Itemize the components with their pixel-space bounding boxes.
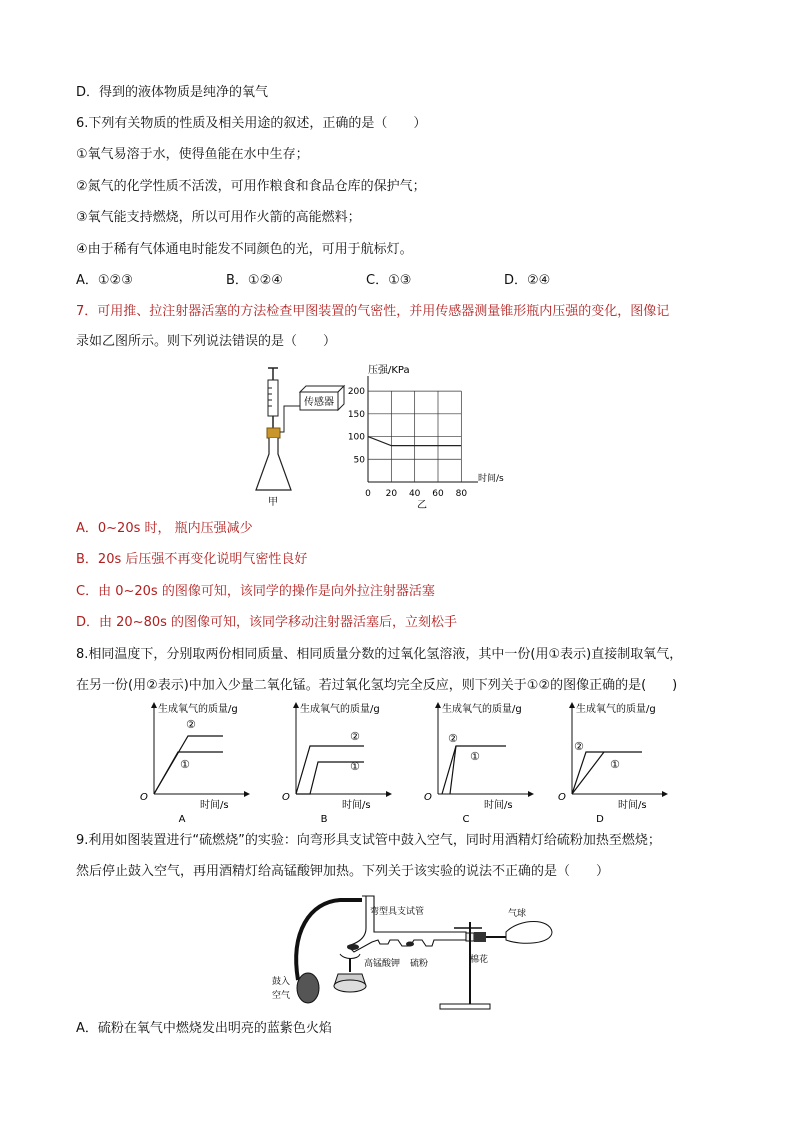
q6-item-1: ①氧气易溶于水，使得鱼能在水中生存； — [76, 147, 309, 162]
q7-option-b[interactable]: B．20s 后压强不再变化说明气密性良好 — [76, 552, 308, 567]
series-1-mark: ① — [350, 760, 360, 773]
q8-graph-d[interactable] — [546, 700, 676, 830]
kmno4-sample — [347, 944, 359, 950]
air-bulb — [297, 973, 319, 1003]
label-cotton: 棉花 — [470, 955, 489, 965]
graph-y-arrow — [293, 702, 299, 708]
graph-origin: O — [424, 792, 432, 803]
graph-xlabel: 时间/s — [618, 800, 647, 811]
q8-stem-line2: 在另一份(用②表示)中加入少量二氧化锰。若过氧化氢均完全反应，则下列关于①②的图像正确的是( ) — [76, 678, 678, 693]
label-sulfur: 硫粉 — [410, 959, 429, 969]
x-tick-label: 80 — [455, 489, 468, 499]
q9-stem-line2: 然后停止鼓入空气，再用酒精灯给高锰酸钾加热。下列关于该实验的说法不正确的是（ ） — [76, 864, 610, 879]
graph-xlabel: 时间/s — [342, 800, 371, 811]
x-tick-label: 40 — [408, 489, 421, 499]
label-air-2: 空气 — [272, 991, 291, 1001]
graph-xlabel: 时间/s — [484, 800, 513, 811]
q7-stem-line2: 录如乙图所示。则下列说法错误的是（ ） — [76, 334, 337, 349]
series-2-mark: ② — [448, 732, 458, 745]
series-1-mark: ① — [610, 758, 620, 771]
q8-graph-c[interactable] — [412, 700, 542, 830]
q6-option-b[interactable]: B．①②④ — [226, 273, 283, 288]
series-2-mark: ② — [574, 740, 584, 753]
graph-y-arrow — [151, 702, 157, 708]
q6-stem: 6.下列有关物质的性质及相关用途的叙述，正确的是（ ） — [76, 116, 427, 131]
q6-option-a[interactable]: A．①②③ — [76, 273, 133, 288]
label-tube: 弯型具支试管 — [370, 907, 425, 917]
y-tick-label: 150 — [347, 409, 365, 420]
q7-pressure-chart — [336, 360, 506, 520]
sensor-label: 传感器 — [304, 397, 334, 408]
tube-stopper — [474, 932, 486, 942]
q8-graph-a[interactable] — [128, 700, 258, 830]
q7-stem-line1: 7．可用推、拉注射器活塞的方法检查甲图装置的气密性，并用传感器测量锥形瓶内压强的变化，图像记 — [76, 304, 670, 319]
conical-flask — [256, 438, 291, 490]
fig-a-caption: 甲 — [268, 497, 278, 508]
sulfur-sample — [406, 942, 414, 947]
graph-x-arrow — [662, 791, 668, 797]
label-balloon: 气球 — [508, 909, 527, 919]
graph-caption: B — [320, 814, 328, 825]
q6-option-c[interactable]: C．①③ — [366, 273, 412, 288]
y-tick-label: 200 — [347, 387, 365, 398]
q7-option-c[interactable]: C．由 0~20s 的图像可知，该同学的操作是向外拉注射器活塞 — [76, 584, 435, 599]
q7-figure-apparatus — [248, 362, 348, 512]
q6-option-d[interactable]: D．②④ — [504, 273, 551, 288]
q8-graph-b[interactable] — [270, 700, 400, 830]
x-tick-label: 60 — [432, 489, 444, 499]
flask-stopper — [267, 428, 280, 438]
series-1-mark: ① — [180, 758, 190, 771]
q9-option-a[interactable]: A．硫粉在氧气中燃烧发出明亮的蓝紫色火焰 — [76, 1021, 332, 1036]
graph-ylabel: 生成氧气的质量/g — [158, 704, 238, 715]
q8-stem-line1: 8.相同温度下，分别取两份相同质量、相同质量分数的过氧化氢溶液，其中一份(用①表示)直接制取氧气， — [76, 647, 683, 662]
graph-y-arrow — [435, 702, 441, 708]
y-tick-label: 100 — [347, 432, 365, 443]
q6-item-3: ③氧气能支持燃烧，所以可用作火箭的高能燃料； — [76, 210, 361, 225]
graph-caption: A — [178, 814, 186, 825]
graph-caption: D — [596, 814, 604, 825]
graph-x-arrow — [244, 791, 250, 797]
q5-option-d: D．得到的液体物质是纯净的氧气 — [76, 85, 269, 100]
q7-option-a[interactable]: A．0~20s 时， 瓶内压强减少 — [76, 521, 253, 536]
graph-ylabel: 生成氧气的质量/g — [576, 704, 656, 715]
graph-origin: O — [558, 792, 566, 803]
balloon — [506, 922, 552, 944]
q9-apparatus-figure — [270, 892, 560, 1012]
graph-x-arrow — [386, 791, 392, 797]
series-2-line — [572, 752, 642, 794]
y-tick-label: 50 — [353, 455, 365, 466]
graph-origin: O — [282, 792, 290, 803]
air-hose — [296, 900, 362, 980]
x-tick-label: 0 — [365, 489, 371, 499]
chart-xlabel: 时间/s — [478, 474, 504, 484]
q6-item-2: ②氮气的化学性质不活泼，可用作粮食和食品仓库的保护气； — [76, 179, 426, 194]
sensor-tube — [280, 406, 300, 432]
series-1-line — [572, 752, 604, 794]
q6-item-4: ④由于稀有气体通电时能发不同颜色的光，可用于航标灯。 — [76, 242, 413, 257]
label-kmno4: 高锰酸钾 — [364, 959, 401, 969]
series-2-mark: ② — [186, 718, 196, 731]
graph-y-arrow — [569, 702, 575, 708]
graph-ylabel: 生成氧气的质量/g — [442, 704, 522, 715]
iron-stand-base — [440, 1004, 490, 1009]
q7-option-d[interactable]: D．由 20~80s 的图像可知，该同学移动注射器活塞后，立刻松手 — [76, 615, 458, 630]
graph-xlabel: 时间/s — [200, 800, 229, 811]
series-1-line — [450, 746, 456, 794]
x-tick-label: 20 — [385, 489, 398, 499]
q9-stem-line1: 9.利用如图装置进行“硫燃烧”的实验：向弯形具支试管中鼓入空气，同时用酒精灯给硫粉加热至燃烧； — [76, 833, 661, 848]
series-2-mark: ② — [350, 730, 360, 743]
chart-ylabel: 压强/KPa — [368, 365, 410, 376]
graph-x-arrow — [528, 791, 534, 797]
label-air-1: 鼓入 — [272, 977, 291, 987]
syringe-barrel — [268, 380, 278, 416]
graph-origin: O — [140, 792, 148, 803]
q6-options — [76, 272, 550, 290]
series-1-mark: ① — [470, 750, 480, 763]
graph-caption: C — [462, 814, 470, 825]
fig-b-caption: 乙 — [417, 500, 427, 511]
graph-ylabel: 生成氧气的质量/g — [300, 704, 380, 715]
